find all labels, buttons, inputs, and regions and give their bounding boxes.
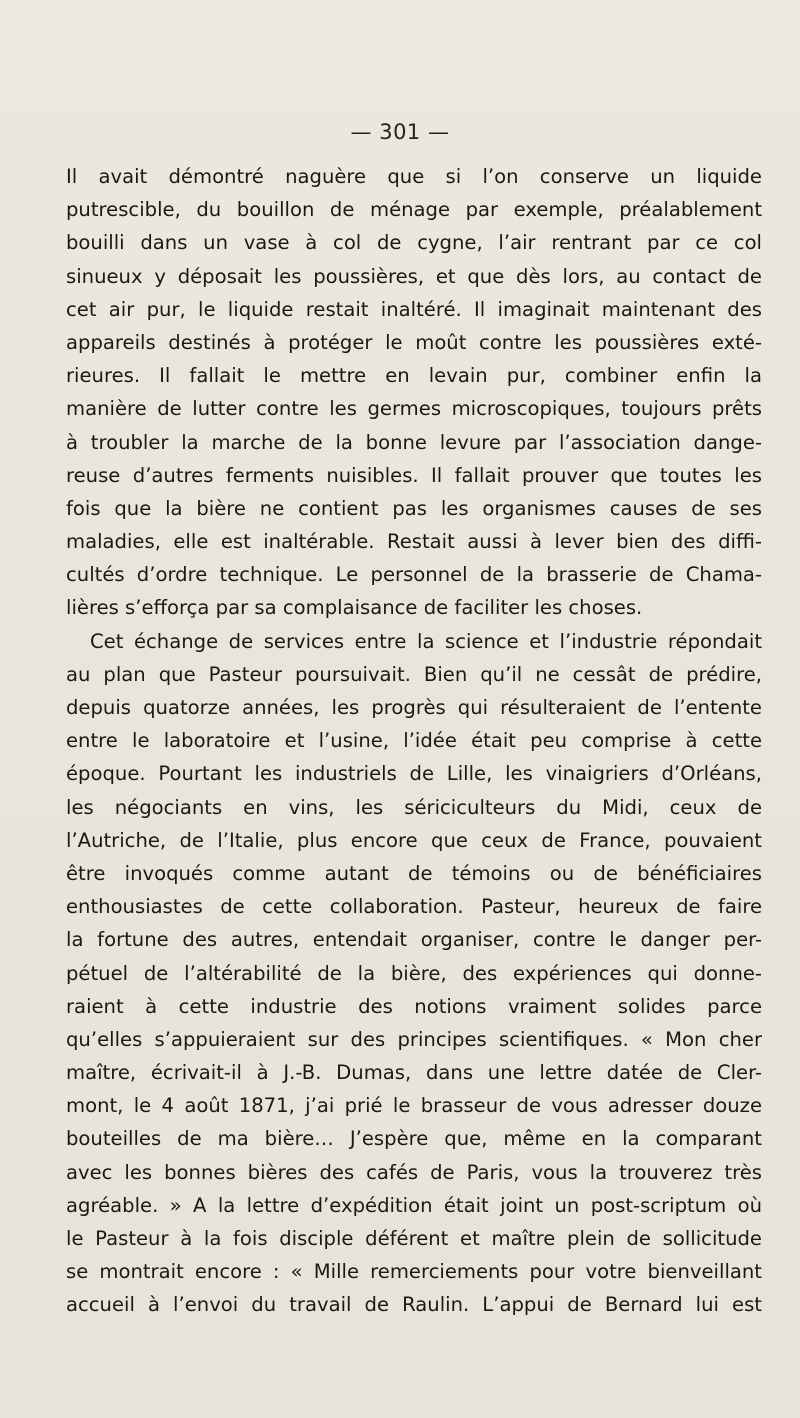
text-line: Il avait démontré naguère que si l’on conserve un liquide [66,165,762,188]
text-line: être invoqués comme autant de témoins ou de bénéficiaires [66,861,762,885]
text-line: entre le laboratoire et l’usine, l’idée était peu comprise à cette [66,729,762,753]
text-line: depuis quatorze années, les progrès qui résulteraient de l’entente [66,696,762,719]
text-line: mont, le 4 août 1871, j’ai prié le brasseur de vous adresser douze [66,1094,762,1118]
body-text [66,160,762,1322]
text-line: cultés d’ordre technique. Le personnel de la brasserie de Chama- [66,563,762,587]
text-line: Cet échange de services entre la science et l’industrie répondait [90,629,762,653]
text-line: putrescible, du bouillon de ménage par exemple, préalablement [66,198,762,222]
text-line: le Pasteur à la fois disciple déférent et maître plein de sollicitude [66,1227,762,1250]
text-line: bouteilles de ma bière… J’espère que, même en la comparant [66,1127,762,1151]
text-line: accueil à l’envoi du travail de Raulin. L’appui de Bernard lui est [66,1293,762,1317]
text-line: lières s’efforça par sa complaisance de faciliter les choses. [66,596,643,620]
text-line: au plan que Pasteur poursuivait. Bien qu’il ne cessât de prédire, [66,662,762,686]
text-line: raient à cette industrie des notions vraiment solides parce [66,994,762,1018]
text-line: se montrait encore : « Mille remerciements pour votre bienveillant [66,1260,762,1284]
text-line: cet air pur, le liquide restait inaltéré. Il imaginait maintenant des [66,297,762,321]
text-line: maître, écrivait-il à J.-B. Dumas, dans une lettre datée de Cler- [66,1061,762,1085]
text-line: époque. Pourtant les industriels de Lille, les vinaigriers d’Orléans, [66,762,762,786]
text-line: manière de lutter contre les germes microscopiques, toujours prêts [66,397,762,421]
text-line: sinueux y déposait les poussières, et que dès lors, au contact de [66,264,762,288]
text-line: fois que la bière ne contient pas les organismes causes de ses [66,496,762,520]
text-line: enthousiastes de cette collaboration. Pasteur, heureux de faire [66,895,762,919]
text-line: pétuel de l’altérabilité de la bière, des expériences qui donne- [66,961,762,985]
text-line: la fortune des autres, entendait organiser, contre le danger per- [66,928,762,952]
page-number: — 301 — [350,120,450,144]
text-line: l’Autriche, de l’Italie, plus encore que ceux de France, pouvaient [66,828,762,852]
text-line: reuse d’autres ferments nuisibles. Il fallait prouver que toutes les [66,463,762,487]
text-line: agréable. » A la lettre d’expédition était joint un post-scriptum où [66,1193,762,1217]
text-line: qu’elles s’appuieraient sur des principes scientifiques. « Mon cher [66,1027,762,1051]
text-line: à troubler la marche de la bonne levure par l’association dange- [66,430,762,454]
text-line: maladies, elle est inaltérable. Restait aussi à lever bien des diffi- [66,530,762,554]
text-line: les négociants en vins, les sériciculteurs du Midi, ceux de [66,795,762,819]
text-line: appareils destinés à protéger le moût contre les poussières exté- [66,330,762,354]
text-line: bouilli dans un vase à col de cygne, l’air rentrant par ce col [66,231,762,255]
text-line: avec les bonnes bières des cafés de Paris, vous la trouverez très [66,1160,762,1184]
text-line: rieures. Il fallait le mettre en levain pur, combiner enfin la [66,364,762,388]
